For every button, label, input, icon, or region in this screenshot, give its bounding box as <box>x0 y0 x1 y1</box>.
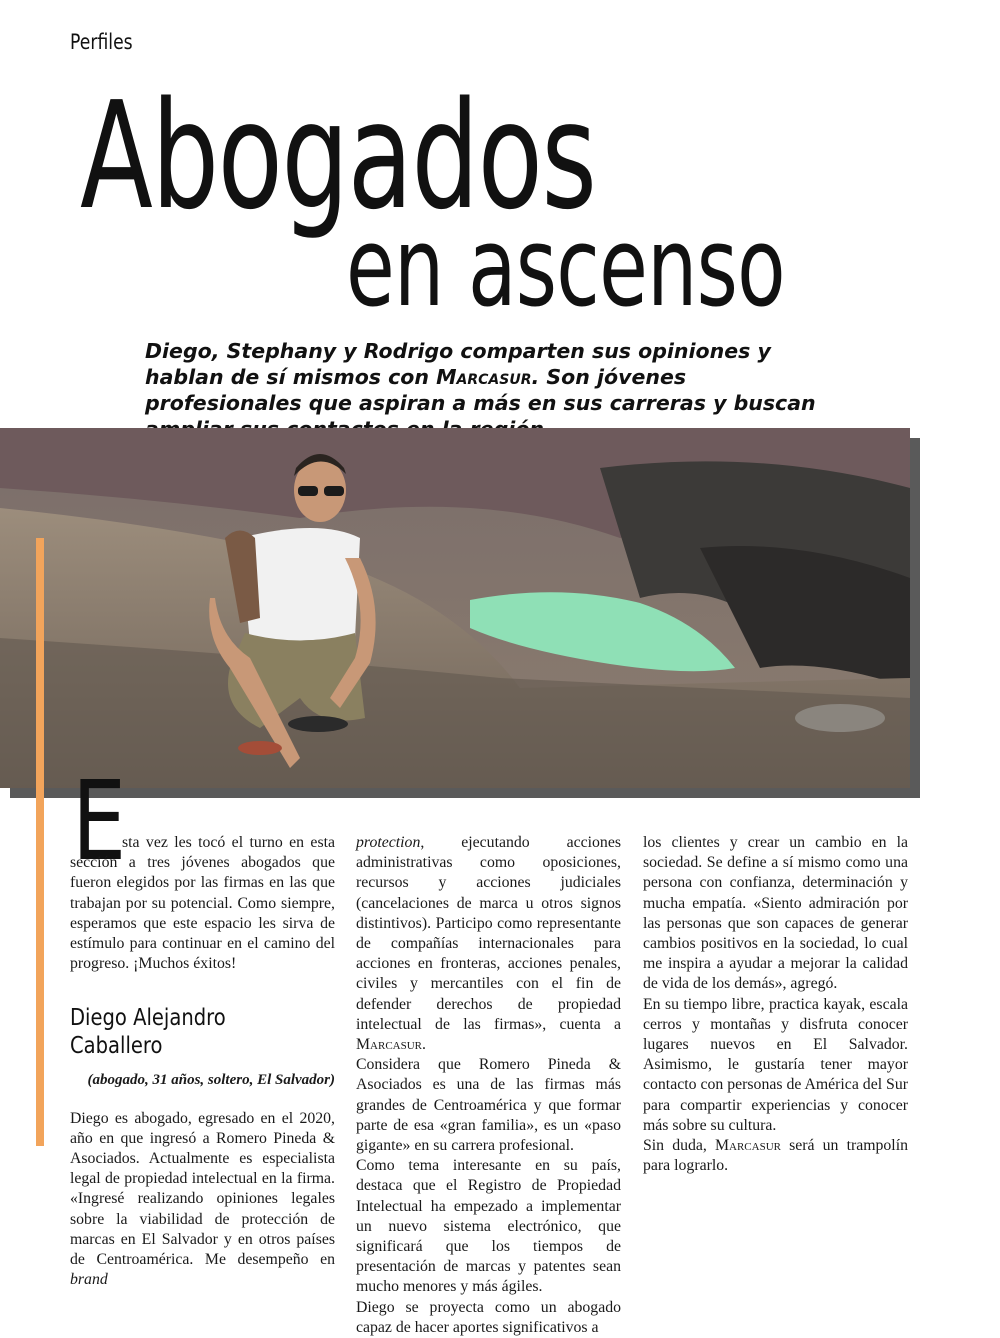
intro-text: sta vez les tocó el turno en esta sección a tres jóvenes abogados que fueron elegidos por las firmas en las que trabajan por su potencial. Como siempre, esperamos que este espacio les sirva de estímulo para continuar en el camino del progreso. ¡Muchos éxitos! <box>70 834 335 973</box>
profile-photo <box>0 428 910 788</box>
profile-meta: (abogado, 31 años, soltero, El Salvador) <box>87 1072 335 1089</box>
body-paragraph <box>643 1136 908 1176</box>
deck-text-1: Diego, Stephany y Rodrigo comparten sus opiniones y hablan de sí mismos con <box>145 339 771 389</box>
article-column-1 <box>70 833 335 1290</box>
body-italic: protection <box>356 834 421 851</box>
body-text: Diego es abogado, egresado en el 2020, año en que ingresó a Romero Pineda & Asociados. Actualmente es especialista legal de propiedad intelectual en la firma. «Ingresé realizando opiniones legales sobre la viabilidad de protección de marcas en El Salvador y en otros países de Centroamérica. Me desempeño en <box>70 1109 335 1269</box>
body-italic: brand <box>70 1271 108 1289</box>
headline-line-1: Abogados <box>80 70 596 242</box>
brand-mention: Marcasur <box>714 1137 781 1155</box>
article-deck <box>145 338 845 442</box>
deck-brand: Marcasur <box>436 365 532 389</box>
body-paragraph <box>70 1109 335 1291</box>
intro-paragraph <box>18 833 335 974</box>
body-paragraph: Diego se proyecta como un abogado capaz de hacer aportes significativos a <box>356 1298 621 1336</box>
profile-name-line-1: Diego Alejandro <box>70 1005 226 1032</box>
body-text: Sin duda, <box>643 1137 715 1155</box>
deck-text-2: . Son jóvenes profesionales que aspiran a más en sus carreras y buscan <box>145 365 816 415</box>
article-column-3 <box>643 833 908 1176</box>
article-column-2 <box>356 833 621 1338</box>
body-paragraph: Considera que Romero Pineda & Asociados es una de las firmas más grandes de Centroamérica y que formar parte de esa «gran familia», es un «paso gigante» en su carrera profesional. <box>356 1056 621 1155</box>
profile-name <box>70 1004 342 1060</box>
body-text: será un trampolín para lograrlo. <box>643 1137 908 1175</box>
body-paragraph: Como tema interesante en su país, destaca que el Registro de Propiedad Intelectual ha empezado a implementar un nuevo sistema electrónico, que significará que los tiempos de presentación de marcas y patentes sean mucho menores y más ágiles. <box>356 1157 621 1296</box>
profile-name-line-2: Caballero <box>70 1033 163 1060</box>
brand-mention: Marcasur <box>356 1036 423 1054</box>
headline-line-2: en ascenso <box>346 203 785 331</box>
body-paragraph: protection, ejecutando acciones administrativas como oposiciones, recursos y acciones judiciales (cancelaciones de marca u otros signos distintivos). Participo como representante de compañías internacionales para acciones en fronteras, acciones penales, civiles y mercantiles con el fin de defender derechos de propiedad intelectual de las firmas», cuenta a Marcasur. <box>356 834 621 1054</box>
body-text: , ejecutando acciones administrativas como oposiciones, recursos y acciones judiciales (cancelaciones de marca u otros signos distintivos). Participo como representante de compañías internacionales para acciones en fronteras, acciones penales, civiles y mercantiles con el fin de defender derechos de propiedad intelectual de las firmas», cuenta a <box>356 834 621 1033</box>
body-paragraph: En su tiempo libre, practica kayak, escala cerros y montañas y disfruta conocer lugares nuevos en El Salvador. Asimismo, le gustaría tener mayor contacto con personas de América del Sur para compartir experiencias y conocer más sobre su cultura. <box>643 995 908 1134</box>
drop-cap: E <box>72 757 127 885</box>
body-paragraph: los clientes y crear un cambio en la sociedad. Se define a sí mismo como una persona con confianza, determinación y mucha empatía. «Siento admiración por las personas que son capaces de generar cambios positivos en la sociedad, lo cual me inspira a ayudar a mejorar la calidad de vida de los demás», agregó. <box>643 834 908 993</box>
section-label: Perfiles <box>70 30 133 54</box>
